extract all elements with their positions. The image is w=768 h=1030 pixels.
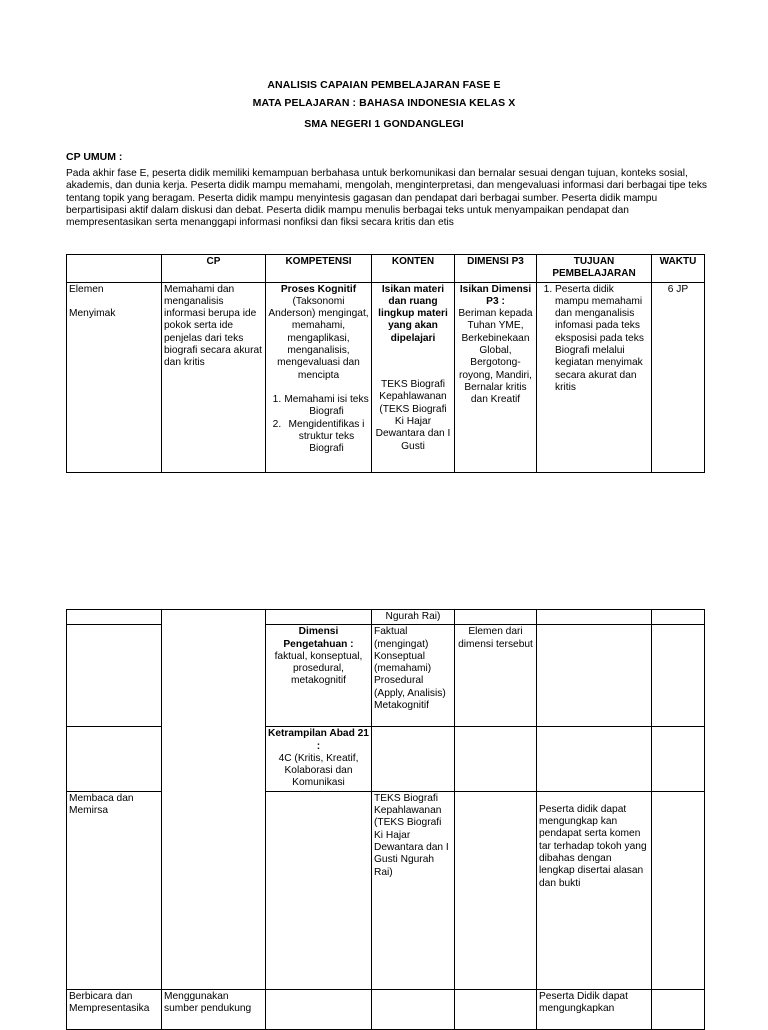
- cell-cp-berbicara: Menggunakan sumber pendukung: [162, 989, 266, 1029]
- analysis-table-continued: [66, 609, 705, 1030]
- kompetensi-title: Proses Kognitif: [280, 283, 357, 295]
- dimensi-title: Isikan Dimensi P3 :: [459, 283, 532, 307]
- cp-umum-heading: CP UMUM :: [66, 151, 123, 163]
- cell-cp: Memahami dan menganalisis informasi berupa ide pokok serta ide penjelas dari teks biografi secara akurat dan kritis: [162, 282, 266, 472]
- cell-empty: [67, 727, 162, 791]
- header-konten: KONTEN: [372, 255, 455, 283]
- cell-elemen-berbicara: Berbicara dan Mempresentasika: [67, 989, 162, 1029]
- header-cp: CP: [162, 255, 266, 283]
- cell-empty: [537, 625, 652, 727]
- cell-tujuan: [537, 282, 652, 472]
- analysis-table-top: [66, 254, 705, 473]
- cell-empty: [455, 727, 537, 791]
- elemen-menyimak: Menyimak: [69, 307, 116, 319]
- cell-cp-merged: [162, 610, 266, 990]
- dimensi-pengetahuan-body: faktual, konseptual, prosedural, metakognitif: [274, 650, 363, 687]
- ketrampilan-title: Ketrampilan Abad 21 :: [268, 728, 369, 752]
- doc-title-line1: ANALISIS CAPAIAN PEMBELAJARAN FASE E: [267, 79, 501, 91]
- cell-empty: [537, 727, 652, 791]
- cell-tujuan-berbicara: Peserta Didik dapat mengungkapkan: [537, 989, 652, 1029]
- cell-konten: [372, 282, 455, 472]
- cell-empty: [372, 989, 455, 1029]
- cell-kompetensi: [266, 282, 372, 472]
- cell-empty: [652, 610, 705, 625]
- cell-tujuan-membaca: Peserta didik dapat mengungkap kan pendapat serta komen tar terhadap tokoh yang dibahas dengan lengkap disertai alasan dan bukti: [537, 791, 652, 989]
- kompetensi-body: (Taksonomi Anderson) mengingat, memahami, mengaplikasi, menganalisis, mengevaluasi dan mencipta: [268, 295, 369, 381]
- cell-empty: [372, 727, 455, 791]
- cell-dimensi: [455, 282, 537, 472]
- cell-empty: [652, 989, 705, 1029]
- cell-empty: [266, 610, 372, 625]
- konten-body: TEKS Biografi Kepahlawanan (TEKS Biografi Ki Hajar Dewantara dan I Gusti: [375, 379, 451, 452]
- cell-empty: [67, 625, 162, 727]
- cp-umum-paragraph: Pada akhir fase E, peserta didik memiliki kemampuan berbahasa untuk berkomunikasi dan bernalar sesuai dengan tujuan, konteks sosial, akademis, dan dunia kerja. Peserta didik mampu memahami, mengolah, menginterpretasi, dan mengevaluasi informasi dari berbagai tipe teks tentang topik yang beragam. Peserta didik mampu menyintesis gagasan dan pendapat dari berbagai sumber. Peserta didik mampu berpartisipasi aktif dalam diskusi dan debat. Peserta didik mampu menulis berbagai teks untuk menyampaikan pendapat dan mempresentasikan serta menanggapi informasi nonfiksi dan fiksi secara kritis dan etis: [66, 168, 708, 229]
- cell-empty: [266, 989, 372, 1029]
- kompetensi-item-1: 1. Memahami isi teks Biografi: [284, 394, 369, 419]
- kompetensi-item-2: 2. Mengidentifikas i struktur teks Biografi: [284, 419, 369, 456]
- cell-elemen: [67, 282, 162, 472]
- cell-empty: [652, 791, 705, 989]
- tujuan-item-1: 1. Peserta didik mampu memahami dan menganalisis infomasi pada teks eksposisi pada teks Biografi melalui kegiatan menyimak secara akurat dan kritis: [555, 284, 649, 395]
- header-waktu: WAKTU: [652, 255, 705, 283]
- cell-empty: [266, 791, 372, 989]
- cell-empty: [652, 727, 705, 791]
- cell-konten-membaca: TEKS Biografi Kepahlawanan (TEKS Biografi Ki Hajar Dewantara dan I Gusti Ngurah Rai): [372, 791, 455, 989]
- dimensi-body: Beriman kepada Tuhan YME, Berkebinekaan Global, Bergotong-royong, Mandiri, Bernalar kritis dan Kreatif: [458, 308, 533, 406]
- doc-title-line3: SMA NEGERI 1 GONDANGLEGI: [304, 118, 464, 130]
- cell-dimensi-elemen: Elemen dari dimensi tersebut: [455, 625, 537, 727]
- cell-empty: [67, 610, 162, 625]
- ketrampilan-body: 4C (Kritis, Kreatif, Kolaborasi dan Komunikasi: [278, 752, 359, 789]
- cell-empty: [455, 989, 537, 1029]
- konten-title: Isikan materi dan ruang lingkup materi yang akan dipelajari: [378, 283, 448, 344]
- cell-konten-cont: Ngurah Rai): [372, 610, 455, 625]
- cell-dimensi-pengetahuan: [266, 625, 372, 727]
- elemen-label: Elemen: [69, 283, 104, 295]
- cell-konten-pengetahuan: Faktual (mengingat) Konseptual (memahami) Prosedural (Apply, Analisis) Metakognitif: [372, 625, 455, 727]
- header-dimensi-p3: DIMENSI P3: [455, 255, 537, 283]
- doc-title-line2: MATA PELAJARAN : BAHASA INDONESIA KELAS X: [252, 97, 516, 109]
- header-kompetensi: KOMPETENSI: [266, 255, 372, 283]
- cell-empty: [652, 625, 705, 727]
- header-elemen: [67, 255, 162, 283]
- cell-elemen-membaca: Membaca dan Memirsa: [67, 791, 162, 989]
- cell-empty: [537, 610, 652, 625]
- cell-ketrampilan: [266, 727, 372, 791]
- dimensi-pengetahuan-title: Dimensi Pengetahuan :: [283, 626, 354, 650]
- cell-empty: [455, 791, 537, 989]
- cell-empty: [455, 610, 537, 625]
- cell-waktu: 6 JP: [652, 282, 705, 472]
- header-tujuan: TUJUAN PEMBELAJARAN: [537, 255, 652, 283]
